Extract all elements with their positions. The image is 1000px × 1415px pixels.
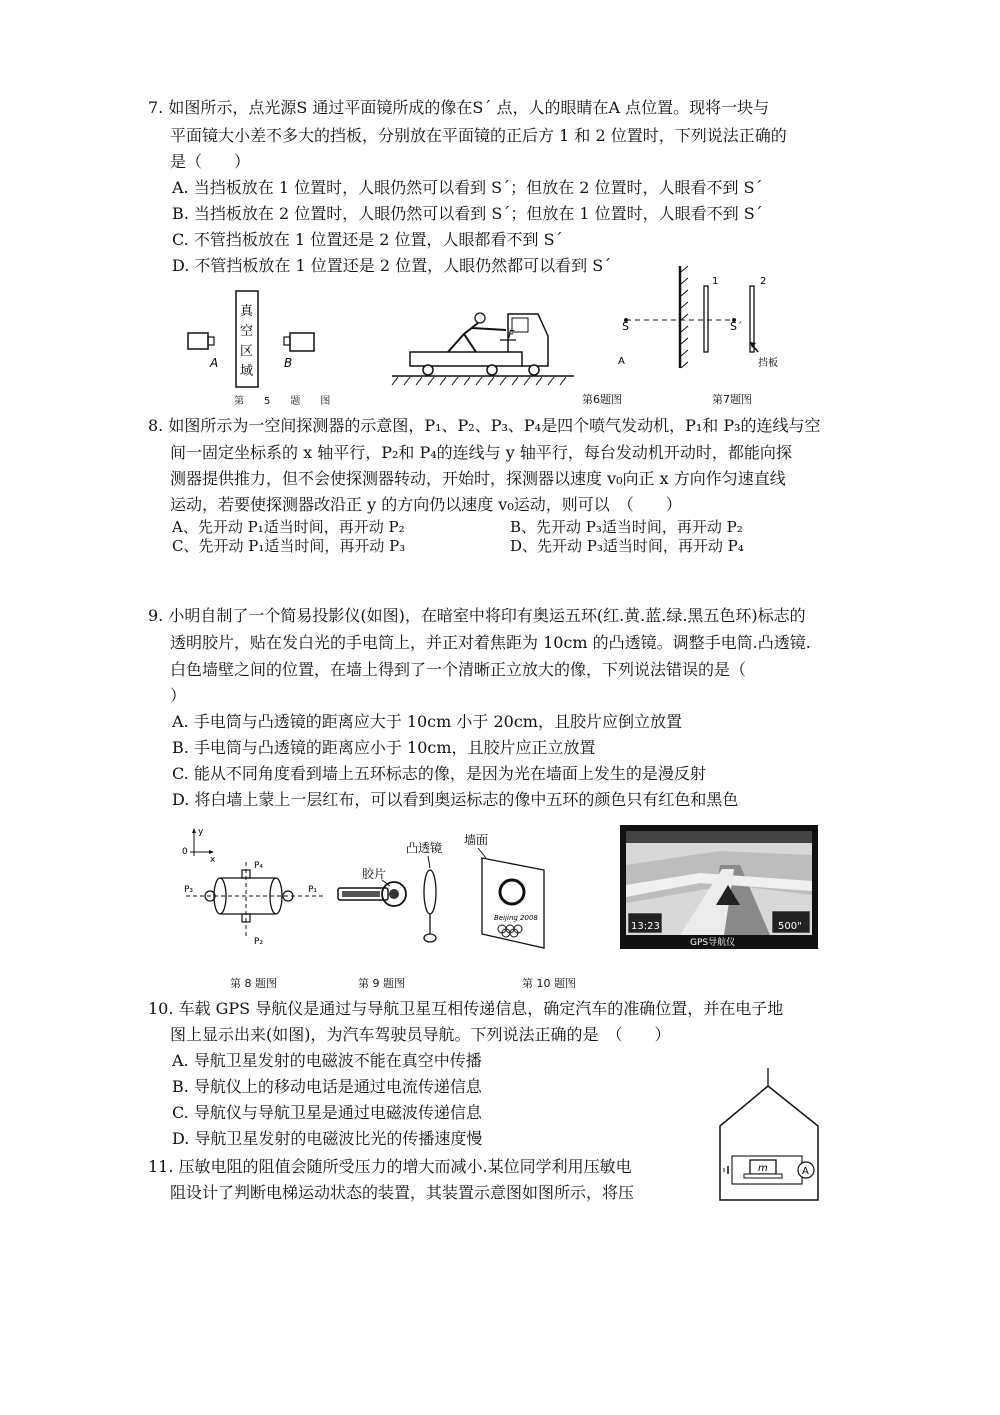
truck-bed [410,352,522,366]
gps-time: 13:23 [631,921,660,932]
convex-lens [424,870,436,914]
label-2: 2 [760,276,767,287]
figure-9 [332,830,572,960]
fig8-caption: 第 8 题图 [230,977,277,990]
label-s-prime: S´ [730,320,743,333]
label-a: A [618,356,625,367]
q8-line-2: 间一固定坐标系的 x 轴平行，P₂和 P₄的连线与 y 轴平行，每台发动机开动时，都能向探 [170,443,792,462]
q10-option-a: A. 导航卫星发射的电磁波不能在真空中传播 [172,1051,482,1070]
q7-option-b: B. 当挡板放在 2 位置时，人眼仍然可以看到 S´；但放在 1 位置时，人眼看不到 S´ [172,204,763,223]
label-p1: P₁ [308,885,318,895]
label-board: 挡板 [758,358,778,369]
q8-option-d: D、先开动 P₃适当时间，再开动 P₄ [510,537,744,555]
figure-5 [180,285,330,393]
label-ammeter: A [802,1166,809,1177]
q11-line-2: 阻设计了判断电梯运动状态的装置，其装置示意图如图所示，将压 [170,1183,635,1202]
axis-y-label: y [198,827,204,837]
label-lens: 凸透镜 [406,841,443,855]
q10-option-c: C. 导航仪与导航卫星是通过电磁波传递信息 [172,1103,482,1122]
q9-line-1: 9. 小明自制了一个简易投影仪(如图)，在暗室中将印有奥运五环(红.黄.蓝.绿.黑五色环)标志的 [148,606,806,625]
q9-line-3: 白色墙壁之间的位置，在墙上得到了一个清晰正立放大的像，下列说法错误的是（ [170,660,747,679]
axis-x-label: x [210,855,216,865]
label-a: A [210,356,219,370]
person-head [475,313,485,323]
fig9-caption: 第 9 题图 [358,977,405,990]
wheel-3 [529,365,539,375]
q7-option-c: C. 不管挡板放在 1 位置还是 2 位置，人眼都看不到 S´ [172,230,563,249]
q7-option-d: D. 不管挡板放在 1 位置还是 2 位置，人眼仍然都可以看到 S´ [172,256,612,275]
q7-option-a: A. 当挡板放在 1 位置时，人眼仍然可以看到 S´；但放在 2 位置时，人眼看不到 S´ [172,178,763,197]
label-film: 胶片 [362,867,387,881]
label-wall: 墙面 [464,833,489,847]
q9-option-a: A. 手电筒与凸透镜的距离应大于 10cm 小于 20cm，且胶片应倒立放置 [172,712,682,731]
cart-b [290,333,314,351]
q9-line-4: ） [170,686,187,705]
origin-label: 0 [182,847,188,857]
vacuum-char-2: 空 [240,324,254,339]
q9-option-b: B. 手电筒与凸透镜的距离应小于 10cm，且胶片应正立放置 [172,738,596,757]
q11-line-1: 11. 压敏电阻的阻值会随所受压力的增大而减小.某位同学利用压敏电 [148,1157,632,1176]
label-f: F [508,328,515,341]
q7-line-3: 是（ ） [170,152,251,171]
vacuum-char-4: 域 [240,364,254,379]
q10-option-d: D. 导航卫星发射的电磁波比光的传播速度慢 [172,1129,483,1148]
q8-line-1: 8. 如图所示为一空间探测器的示意图，P₁、P₂、P₃、P₄是四个喷气发动机，P₁和 P₃的连线与空 [148,416,821,435]
q7-line-1: 7. 如图所示，点光源S 通过平面镜所成的像在S´ 点，人的眼睛在A 点位置。现将一块与 [148,98,770,117]
cart-b-nose [284,337,290,345]
label-p4: P₄ [254,861,264,871]
label-b: B [284,356,293,370]
label-p3: P₃ [184,885,194,895]
elevator-cabin [720,1086,818,1200]
cart-a [188,333,208,349]
q7-line-2: 平面镜大小差不多大的挡板，分别放在平面镜的正后方 1 和 2 位置时，下列说法正确的 [170,126,787,145]
label-p2: P₂ [254,937,264,947]
fig6-caption: 第6题图 [582,393,622,406]
figure-7 [612,262,812,390]
board-position-1 [704,286,708,352]
olympic-emblem [500,880,524,904]
q10-line-2: 图上显示出来(如图)，为汽车驾驶员导航。下列说法正确的是 （ ） [170,1025,671,1044]
label-1: 1 [712,276,719,287]
label-m: m [758,1163,768,1174]
q8-option-c: C、先开动 P₁适当时间，再开动 P₃ [172,537,406,555]
fig10-caption: 第 10 题图 [522,977,576,990]
gps-distance: 500" [778,921,802,932]
label-s: S [622,320,629,333]
gps-label: GPS导航仪 [690,938,736,948]
person-body [448,323,506,352]
figure-6 [388,300,578,392]
wheel-2 [487,365,497,375]
q8-option-a: A、先开动 P₁适当时间，再开动 P₂ [172,518,405,536]
figure-8 [180,822,330,950]
wheel-1 [423,365,433,375]
figure-11-elevator [714,1066,826,1206]
svg-text:Beijing 2008: Beijing 2008 [494,914,538,922]
fig5-caption: 第 5 题 图 [234,396,331,407]
vacuum-char-1: 真 [240,304,254,319]
q9-line-2: 透明胶片，贴在发白光的手电筒上，并正对着焦距为 10cm 的凸透镜。调整手电筒.凸透镜. [170,633,811,652]
q9-option-d: D. 将白墙上蒙上一层红布，可以看到奥运标志的像中五环的颜色只有红色和黑色 [172,790,739,809]
q8-line-3: 测器提供推力，但不会使探测器转动，开始时，探测器以速度 v₀向正 x 方向作匀速直线 [170,469,786,488]
fig7-caption: 第7题图 [712,393,752,406]
q10-line-1: 10. 车载 GPS 导航仪是通过与导航卫星互相传递信息，确定汽车的准确位置，并在电子地 [148,999,784,1018]
q8-line-4: 运动，若要使探测器改沿正 y 的方向仍以速度 v₀运动，则可以 （ ） [170,495,682,514]
q9-option-c: C. 能从不同角度看到墙上五环标志的像，是因为光在墙面上发生的是漫反射 [172,764,706,783]
q10-option-b: B. 导航仪上的移动电话是通过电流传递信息 [172,1077,482,1096]
q8-option-b: B、先开动 P₃适当时间，再开动 P₂ [510,518,743,536]
vacuum-char-3: 区 [240,344,254,359]
figure-10-gps [620,825,818,949]
